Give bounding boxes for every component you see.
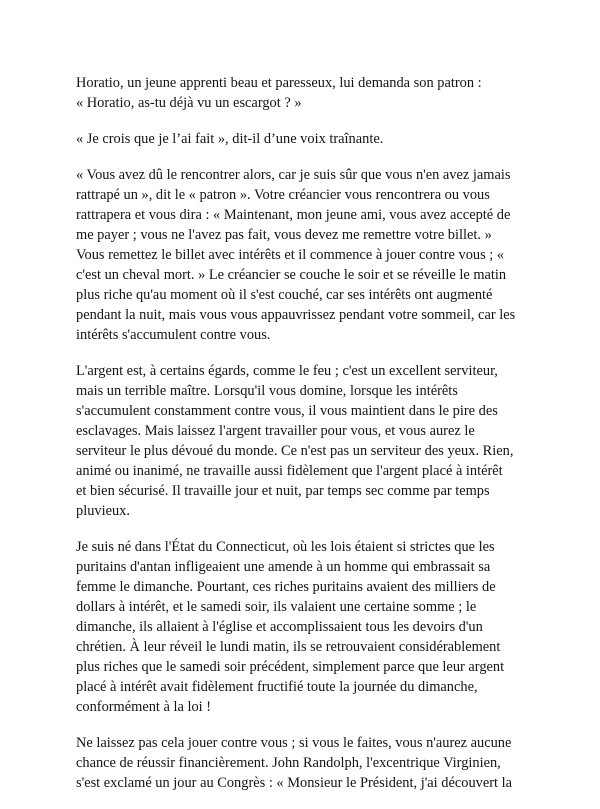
text-line: L'argent est, à certains égards, comme le feu ; c'est un excellent serviteur,: [76, 363, 498, 379]
text-line: « Horatio, as-tu déjà vu un escargot ? »: [76, 95, 302, 111]
paragraph-horatio-answer: [76, 129, 536, 149]
text-line: Ne laissez pas cela jouer contre vous ; si vous le faites, vous n'aurez aucune: [76, 735, 512, 751]
text-line: rattrapera et vous dira : « Maintenant, mon jeune ami, vous avez accepté de: [76, 207, 511, 223]
text-line: serviteur le plus dévoué du monde. Ce n'est pas un serviteur des yeux. Rien,: [76, 443, 514, 459]
text-line: me payer ; vous ne l'avez pas fait, vous devez me remettre votre billet. »: [76, 227, 492, 243]
text-line: esclavages. Mais laissez l'argent travailler pour vous, et vous aurez le: [76, 423, 475, 439]
text-line: chance de réussir financièrement. John Randolph, l'excentrique Virginien,: [76, 755, 501, 771]
paragraph-horatio-question: [76, 73, 536, 113]
text-line: intérêts s'accumulent contre vous.: [76, 327, 271, 343]
text-line: rattrapé un », dit le « patron ». Votre créancier vous rencontrera ou vous: [76, 187, 490, 203]
text-line: s'est exclamé un jour au Congrès : « Monsieur le Président, j'ai découvert la: [76, 775, 512, 791]
text-line: puritains d'antan infligeaient une amende à un homme qui embrassait sa: [76, 559, 491, 575]
text-line: dimanche, ils allaient à l'église et accomplissaient tous les devoirs d'un: [76, 619, 483, 635]
text-line: placé à intérêt avait fidèlement fructifié toute la journée du dimanche,: [76, 679, 478, 695]
document-body: [76, 73, 536, 809]
text-line: plus riches que le samedi soir précédent, simplement parce que leur argent: [76, 659, 505, 675]
text-line: conformément à la loi !: [76, 699, 212, 715]
text-line: s'accumulent constamment contre vous, il vous maintient dans le pire des: [76, 403, 498, 419]
text-line: « Je crois que je l’ai fait », dit-il d’une voix traînante.: [76, 131, 384, 147]
text-line: pluvieux.: [76, 503, 130, 519]
text-line: et bien sécurisé. Il travaille jour et nuit, par temps sec comme par temps: [76, 483, 490, 499]
paragraph-creditor: [76, 165, 536, 345]
paragraph-connecticut: [76, 537, 536, 717]
text-line: chrétien. À leur réveil le lundi matin, ils se retrouvaient considérablement: [76, 639, 501, 655]
paragraph-randolph: [76, 733, 536, 793]
text-line: c'est un cheval mort. » Le créancier se couche le soir et se réveille le matin: [76, 267, 507, 283]
text-line: femme le dimanche. Pourtant, ces riches puritains avaient des milliers de: [76, 579, 496, 595]
text-line: dollars à intérêt, et le samedi soir, ils valaient une certaine somme ; le: [76, 599, 477, 615]
text-line: Je suis né dans l'État du Connecticut, où les lois étaient si strictes que les: [76, 539, 495, 555]
text-line: Horatio, un jeune apprenti beau et paresseux, lui demanda son patron :: [76, 75, 482, 91]
text-line: Vous remettez le billet avec intérêts et il commence à jouer contre vous ; «: [76, 247, 505, 263]
text-line: mais un terrible maître. Lorsqu'il vous domine, lorsque les intérêts: [76, 383, 458, 399]
paragraph-money-fire: [76, 361, 536, 521]
text-line: « Vous avez dû le rencontrer alors, car je suis sûr que vous n'en avez jamais: [76, 167, 511, 183]
text-line: plus riche qu'au moment où il s'est couché, car ses intérêts ont augmenté: [76, 287, 493, 303]
text-line: pendant la nuit, mais vous vous appauvrissez pendant votre sommeil, car les: [76, 307, 516, 323]
text-line: animé ou inanimé, ne travaille aussi fidèlement que l'argent placé à intérêt: [76, 463, 503, 479]
